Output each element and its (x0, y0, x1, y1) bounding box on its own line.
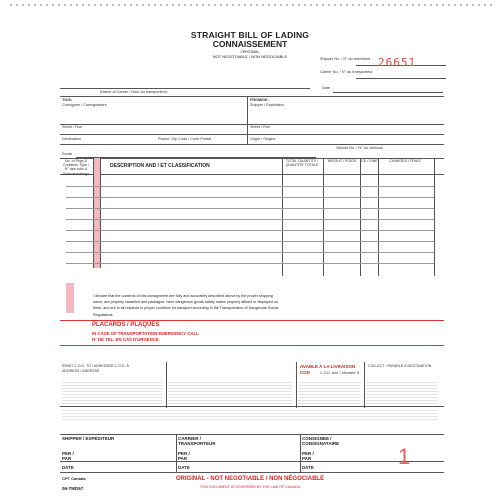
vehicle-number-label: Vehicle No. / N° du véhicule (336, 146, 383, 150)
dangerous-goods-declaration: I declare that the contents of this consignment are fully and accurately described above by the proper shipping name, are properly classified and packaged, have dangerous goods safety marks properly affixed or displayed on them, and are in all respects in proper condition for transport according to the Transportation of Dangerous Goods Regulations. (93, 294, 279, 317)
terms-fine-print-2 (168, 380, 292, 404)
cod-amount-label: C.O.D. Amt. / Montant: $ (320, 371, 360, 375)
placards-title: PLACARDS / PLAQUES (92, 322, 160, 328)
street-left-label: Street / Rue (62, 125, 83, 129)
column-header-weight: WEIGHT / POIDS (327, 159, 357, 163)
origin-label: Origin / Origine (250, 137, 276, 141)
collect-label: COLLECT / PAYABLE À DESTINATION (368, 364, 432, 368)
carrier-name-label: (Name of Carrier / Nom du transporteur) (100, 90, 168, 94)
consignee-date-label: DATE (302, 465, 314, 470)
column-header-charges: CHARGES / FRAIS (389, 159, 421, 163)
hazmat-marker (66, 283, 74, 313)
address-label: ADDRESS / ADRESSE (62, 369, 100, 373)
postal-code-label: Postal / Zip Code / Code Postal (158, 137, 211, 141)
column-header-packages: No. of Pkgs & Container Type / N° des colis & Sorte emballage (62, 159, 90, 176)
form-original-label: ORIGINAL (240, 49, 260, 54)
column-header-quantity: TOTAL QUANTITY / QUANTITÉ TOTALE (285, 159, 319, 168)
column-header-ice: ICE / SINE (360, 159, 378, 163)
street-right-label: Street / Rue (250, 125, 271, 129)
carrier-number-label: Carrier No. / N° du transporteur (320, 70, 373, 74)
printer-name: CPT Canada (62, 476, 86, 481)
remit-cod-label: REMIT C.O.D. TO / ADRESSER C.O.D. À (62, 364, 129, 368)
terms-fine-print-1 (62, 380, 162, 404)
shipper-signature-label: SHIPPER / EXPÉDITEUR (62, 436, 115, 441)
perforation-edge (8, 3, 492, 7)
destination-label: Destination (62, 137, 81, 141)
shipper-date-label: DATE (62, 465, 74, 470)
consignee-signature-label: CONSIGNEE / CONSIGNATAIRE (302, 436, 340, 446)
footer-original-label: ORIGINAL - NOT NEGOTIABLE / NON NÉGOCIABLE (175, 476, 325, 482)
serial-number: 26651 (378, 56, 417, 69)
liability-fine-print (62, 408, 438, 422)
shipper-label: Shipper / Expéditeur (250, 103, 285, 107)
cod-sub-label: COD (300, 370, 310, 375)
date-label: Date (322, 86, 331, 90)
form-code: 06-TMD67 (62, 486, 84, 491)
copy-number: 1 (398, 444, 411, 469)
emergency-call-label: IN CASE OF TRANSPORTATION EMERGENCY CALL (92, 331, 199, 336)
column-header-description: DESCRIPTION AND / ET CLASSIFICATION (110, 163, 210, 169)
to-label: TO/À: (62, 98, 73, 102)
carrier-signature-label: CARRIER / TRANSPORTEUR (178, 436, 216, 446)
carrier-per-label: PER / PAR (178, 451, 190, 461)
shipper-per-label: PER / PAR (62, 451, 74, 461)
shipper-number-label: Shipper No. / N° du remettant (320, 57, 370, 61)
cod-label: AVABLE À LA LIVRAISON (300, 364, 356, 369)
emergency-number-label: N° DE TEL. EN CAS D'URGENCE (92, 337, 159, 342)
footer-fine-print: THIS DOCUMENT IS GOVERNED BY THE LAW OF CANADA (199, 485, 301, 489)
form-title: STRAIGHT BILL OF LADING (190, 30, 310, 40)
terms-fine-print-4 (366, 380, 438, 404)
terms-fine-print-3 (298, 380, 360, 404)
from-label: FROM/DE: (250, 98, 269, 102)
carrier-date-label: DATE (178, 465, 190, 470)
route-label: Route (62, 152, 73, 156)
form-non-negotiable-label: NOT NEGOTIABLE / NON NÉGOCIABLE (212, 54, 288, 59)
consignee-per-label: PER / PAR (302, 451, 314, 461)
form-title-french: CONNAISSEMENT (212, 39, 288, 49)
consignee-label: Consignee / Consignataire (62, 103, 107, 107)
